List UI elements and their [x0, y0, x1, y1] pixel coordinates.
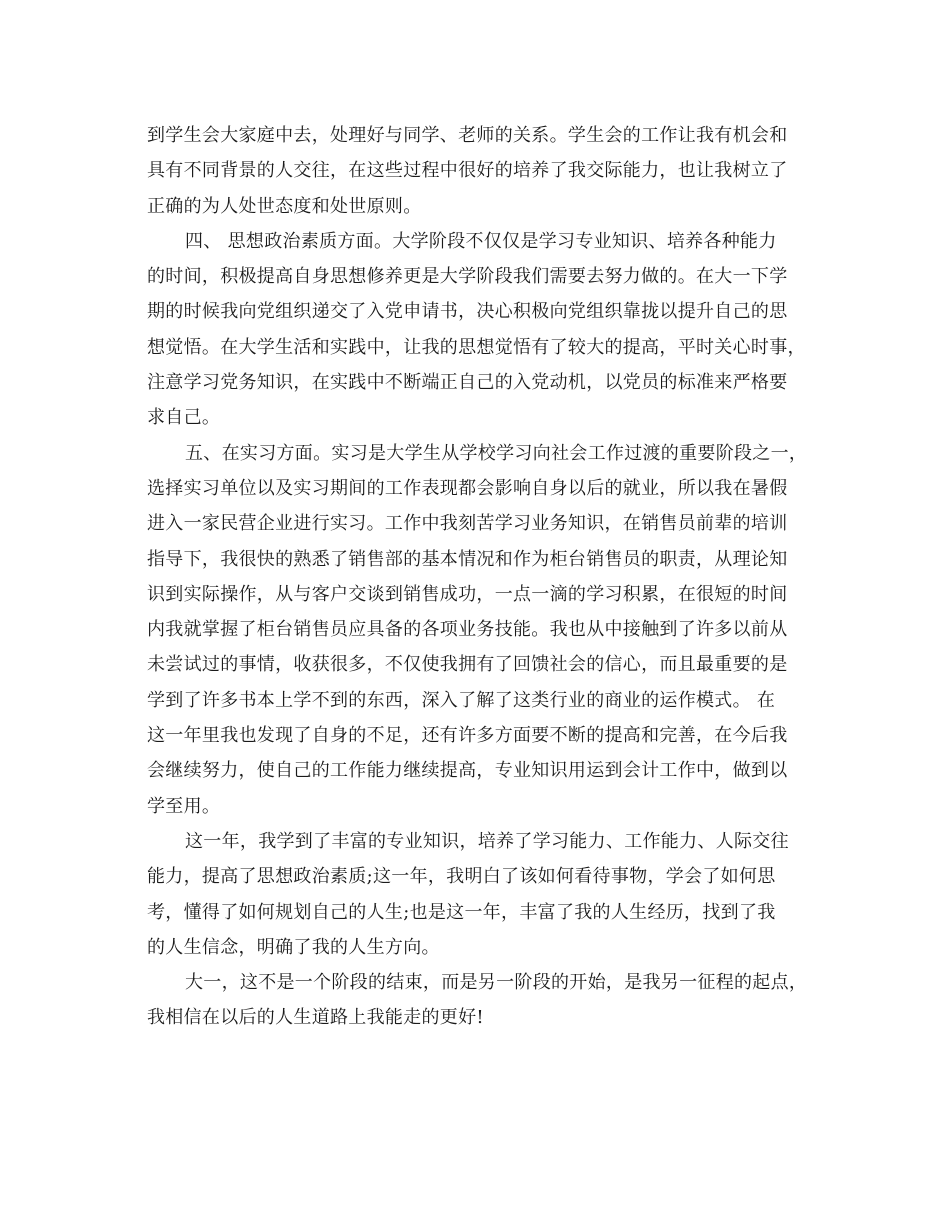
text-line: 我相信在以后的人生道路上我能走的更好! [147, 1007, 484, 1029]
text-line: 的人生信念，明确了我的人生方向。 [147, 936, 440, 958]
text-line: 这一年，我学到了丰富的专业知识，培养了学习能力、工作能力、人际交往 [185, 830, 789, 852]
text-line: 想觉悟。在大学生活和实践中，让我的思想觉悟有了较大的提高，平时关心时事， [147, 336, 806, 358]
document-body [147, 118, 807, 1036]
text-line: 指导下，我很快的熟悉了销售部的基本情况和作为柜台销售员的职责，从理论知 [147, 548, 788, 570]
paragraph-political-quality [147, 224, 807, 436]
text-line: 注意学习党务知识，在实践中不断端正自己的入党动机，以党员的标准来严格要 [147, 372, 788, 394]
text-line: 能力，提高了思想政治素质;这一年，我明白了该如何看待事物，学会了如何思 [147, 866, 776, 888]
text-line: 这一年里我也发现了自身的不足，还有许多方面要不断的提高和完善，在今后我 [147, 725, 788, 747]
text-line: 具有不同背景的人交往，在这些过程中很好的培养了我交际能力，也让我树立了 [147, 160, 788, 182]
text-line: 正确的为人处世态度和处世原则。 [147, 195, 422, 217]
paragraph-year-summary [147, 824, 807, 965]
text-line: 期的时候我向党组织递交了入党申请书，决心积极向党组织靠拢以提升自己的思 [147, 301, 788, 323]
text-line: 进入一家民营企业进行实习。工作中我刻苦学习业务知识，在销售员前辈的培训 [147, 513, 788, 535]
text-line: 四、 思想政治素质方面。大学阶段不仅仅是学习专业知识、培养各种能力 [185, 230, 777, 252]
text-line: 大一，这不是一个阶段的结束，而是另一阶段的开始，是我另一征程的起点， [185, 972, 808, 994]
text-line: 识到实际操作，从与客户交谈到销售成功，一点一滴的学习积累，在很短的时间 [147, 583, 788, 605]
text-line: 会继续努力，使自己的工作能力继续提高，专业知识用运到会计工作中，做到以 [147, 760, 788, 782]
paragraph-student-union [147, 118, 807, 224]
text-line: 的时间，积极提高自身思想修养更是大学阶段我们需要去努力做的。在大一下学 [147, 266, 788, 288]
text-line: 选择实习单位以及实习期间的工作表现都会影响自身以后的就业，所以我在暑假 [147, 477, 788, 499]
text-line: 五、在实习方面。实习是大学生从学校学习向社会工作过渡的重要阶段之一， [185, 442, 808, 464]
text-line: 到学生会大家庭中去，处理好与同学、老师的关系。学生会的工作让我有机会和 [147, 125, 788, 146]
text-line: 求自己。 [147, 407, 221, 429]
paragraph-internship [147, 436, 807, 824]
text-line: 未尝试过的事情，收获很多，不仅使我拥有了回馈社会的信心，而且最重要的是 [147, 654, 788, 676]
text-line: 学到了许多书本上学不到的东西，深入了解了这类行业的商业的运作模式。 在 [147, 689, 776, 711]
paragraph-conclusion [147, 965, 807, 1036]
text-line: 内我就掌握了柜台销售员应具备的各项业务技能。我也从中接触到了许多以前从 [147, 619, 788, 641]
text-line: 考，懂得了如何规划自己的人生;也是这一年，丰富了我的人生经历，找到了我 [147, 901, 776, 923]
text-line: 学至用。 [147, 795, 221, 817]
